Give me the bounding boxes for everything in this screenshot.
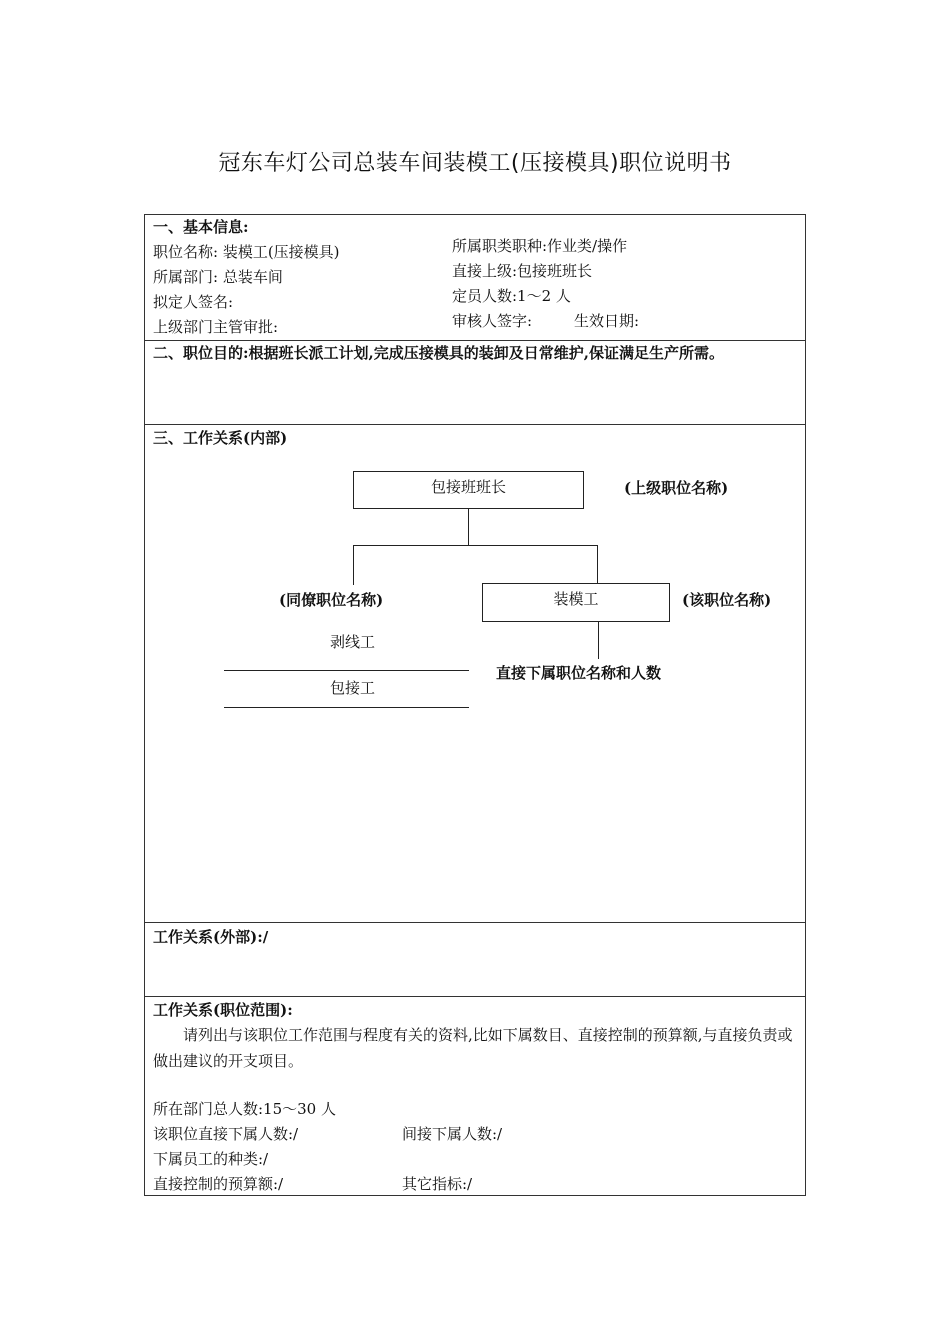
reviewer-signature: 审核人签字: [452, 312, 533, 330]
job-category: 所属职类职种:作业类/操作 [452, 237, 628, 255]
subordinate-types: 下属员工的种类:/ [153, 1150, 269, 1168]
org-connector [597, 545, 598, 584]
dept-total-headcount: 所在部门总人数:15～30 人 [153, 1100, 336, 1118]
scope-instruction: 请列出与该职位工作范围与程度有关的资料,比如下属数目、直接控制的预算额,与直接负责或做出建议的开支项目。 [153, 1026, 793, 1070]
direct-supervisor: 直接上级:包接班班长 [452, 262, 593, 280]
scope-heading: 工作关系(职位范围): [153, 1001, 293, 1019]
section-divider [144, 922, 806, 923]
section-divider [144, 996, 806, 997]
internal-relations-heading: 三、工作关系(内部) [153, 429, 288, 447]
indirect-subordinates: 间接下属人数:/ [402, 1125, 503, 1143]
budget-control: 直接控制的预算额:/ [153, 1175, 284, 1193]
page-title: 冠东车灯公司总装车间装模工(压接模具)职位说明书 [218, 151, 732, 176]
direct-subordinates: 该职位直接下属人数:/ [153, 1125, 299, 1143]
other-indicators: 其它指标:/ [402, 1175, 473, 1193]
peer-position-1: 剥线工 [330, 633, 376, 651]
superior-position-box [353, 471, 584, 509]
peer-label: (同僚职位名称) [279, 591, 384, 609]
superior-label: (上级职位名称) [624, 479, 729, 497]
dept-head-approval: 上级部门主管审批: [153, 318, 279, 336]
org-connector [353, 545, 598, 546]
org-connector [598, 622, 599, 659]
org-connector [353, 545, 354, 585]
self-label: (该职位名称) [682, 591, 772, 609]
job-purpose: 二、职位目的:根据班长派工计划,完成压接模具的装卸及日常维护,保证满足生产所需。 [153, 344, 724, 362]
basic-info-heading: 一、基本信息: [153, 218, 249, 236]
headcount: 定员人数:1～2 人 [452, 287, 571, 305]
subordinate-label: 直接下属职位名称和人数 [496, 664, 662, 682]
section-divider [144, 424, 806, 425]
self-position-name: 装模工 [553, 590, 599, 608]
superior-position-name: 包接班班长 [430, 478, 506, 496]
section-divider [144, 340, 806, 341]
external-relations-heading: 工作关系(外部):/ [153, 928, 269, 946]
peer-underline [224, 707, 469, 708]
department: 所属部门: 总装车间 [153, 268, 283, 286]
effective-date: 生效日期: [574, 312, 640, 330]
drafter-signature: 拟定人签名: [153, 293, 234, 311]
peer-underline [224, 670, 469, 671]
self-position-box [482, 583, 670, 622]
org-connector [468, 509, 469, 546]
position-name: 职位名称: 装模工(压接模具) [153, 243, 340, 261]
peer-position-2: 包接工 [330, 679, 376, 697]
